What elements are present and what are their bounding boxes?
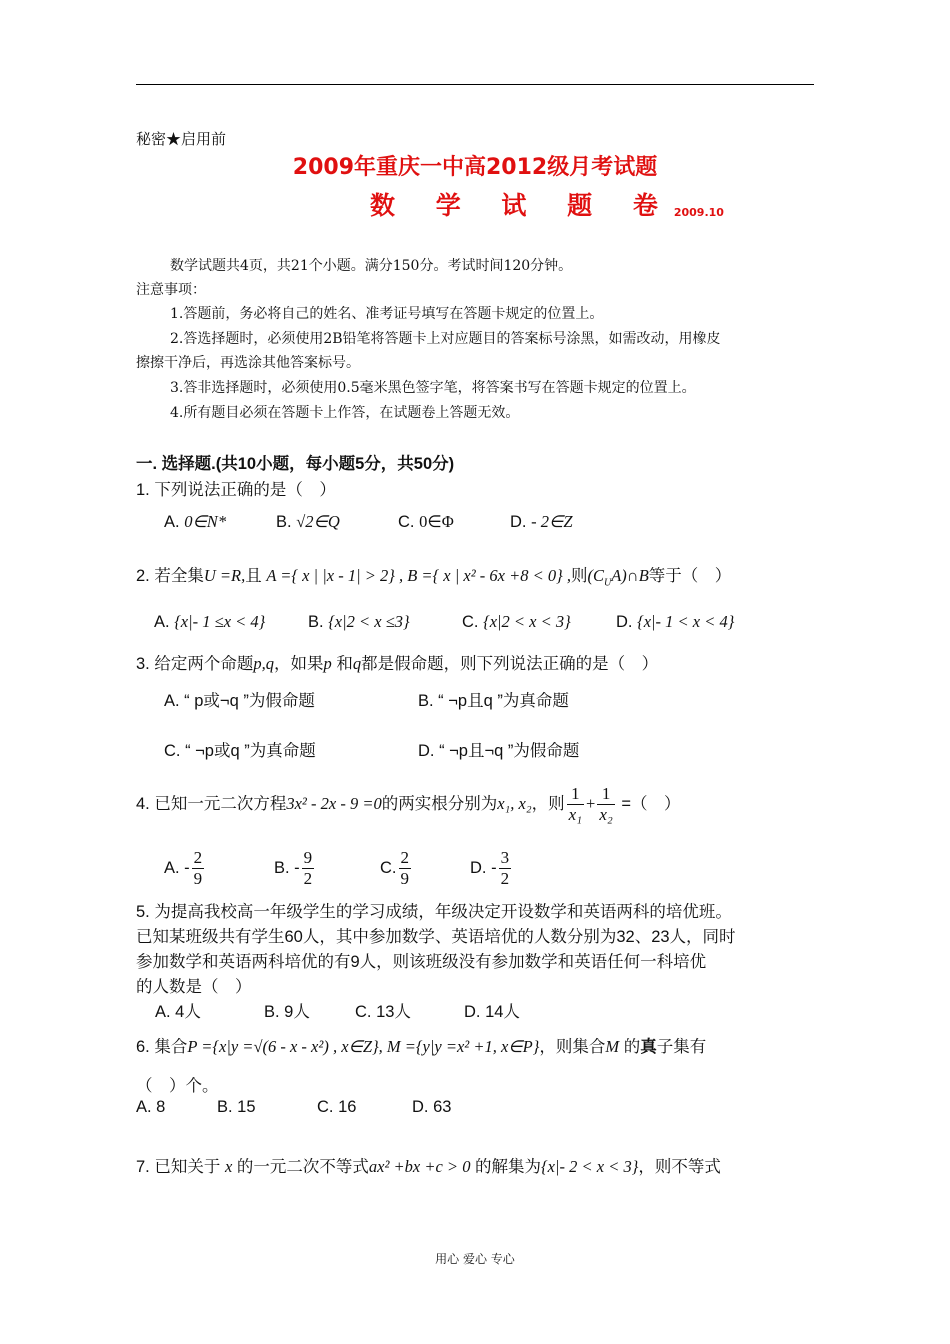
q4-stem-suffix: =（ ） <box>621 794 681 813</box>
q2-d-math: {x|- 1 < x < 4} <box>637 612 735 631</box>
q4-equation: 3x² - 2x - 9 =0 <box>286 793 382 813</box>
note-1: 1.答题前，务必将自己的姓名、准考证号填写在答题卡规定的位置上。 <box>170 306 604 322</box>
q6-option-d: D. 63 <box>412 1098 452 1116</box>
q4-a-den: 9 <box>193 869 203 888</box>
header-rule <box>136 84 814 85</box>
q5-line-4: 的人数是（ ） <box>136 978 252 996</box>
q6-proper: 真 <box>640 1038 657 1056</box>
q4-roots: x₁, x₂ <box>497 793 532 813</box>
note-2b: 擦擦干净后，再选涂其他答案标号。 <box>136 355 360 371</box>
q4-c-label: C. <box>380 858 397 877</box>
q6-line-2: （ ）个。 <box>136 1077 219 1095</box>
q1-option-d <box>510 512 573 532</box>
q3-option-b: B. “ ¬p且q ”为真命题 <box>418 692 569 710</box>
q4-fraction-1 <box>567 784 584 825</box>
subtitle-text: 数 学 试 题 卷 <box>370 191 674 220</box>
q4-f1-den: x₁ <box>568 805 583 824</box>
q5-line-2: 已知某班级共有学生60人，其中参加数学、英语培优的人数分别为32、23人，同时 <box>136 928 736 946</box>
q6-option-c: C. 16 <box>317 1098 357 1116</box>
q3-q: q <box>352 654 362 673</box>
q2-universal-set: U =R, <box>203 566 246 585</box>
q4-b-frac <box>302 848 315 889</box>
q4-plus: + <box>586 793 596 813</box>
q2-intersection: A)∩B <box>611 566 649 585</box>
q1-option-b <box>276 512 340 532</box>
note-4: 4.所有题目必须在答题卡上作答，在试题卷上答题无效。 <box>170 405 520 421</box>
q6-option-b: B. 15 <box>217 1098 256 1116</box>
q7-stem-prefix: 7. 已知关于 <box>136 1158 221 1176</box>
q3-option-d: D. “ ¬p且¬q ”为假命题 <box>418 742 580 760</box>
q3-option-a: A. “ p或¬q ”为假命题 <box>164 692 315 710</box>
q1-stem: 1. 下列说法正确的是（ ） <box>136 481 336 499</box>
exam-subtitle <box>370 186 724 222</box>
q4-f2-den: x₂ <box>599 805 613 824</box>
q7-solution-set: {x|- 2 < x < 3} <box>541 1157 639 1176</box>
q2-stem <box>136 562 731 588</box>
q6-stem <box>136 1033 706 1057</box>
q4-stem-then: ，则 <box>531 794 565 813</box>
q6-stem-prefix: 6. 集合 <box>136 1038 188 1056</box>
q1-a-math: 0∈N* <box>184 512 227 531</box>
q4-fraction-2 <box>597 784 614 825</box>
q1-b-math: √2∈Q <box>296 512 340 531</box>
q2-option-d <box>616 612 734 632</box>
q3-stem <box>136 650 658 674</box>
q6-m: M <box>605 1037 620 1056</box>
intro-summary: 数学试题共4页，共21个小题。满分150分。考试时间120分钟。 <box>170 258 573 274</box>
q4-d-den: 2 <box>500 869 510 888</box>
q1-b-label: B. <box>276 513 292 531</box>
q2-stem-mid1: 且 <box>245 567 262 585</box>
q5-option-c: C. 13人 <box>355 1003 411 1021</box>
q2-option-c <box>462 612 571 632</box>
q4-b-den: 2 <box>303 869 313 888</box>
note-2a: 2.答选择题时，必须使用2B铅笔将答题卡上对应题目的答案标号涂黑，如需改动，用橡皮 <box>170 331 721 347</box>
q7-stem <box>136 1153 721 1177</box>
q2-stem-mid2: 则 <box>570 567 588 585</box>
q6-sets: P ={x|y =√(6 - x - x²) , x∈Z}, M ={y|y =x² +1, x∈P} <box>187 1037 540 1056</box>
q2-option-b <box>308 612 410 632</box>
q1-c-math: 0∈Φ <box>419 512 454 531</box>
notes-heading: 注意事项： <box>136 282 206 298</box>
q2-complement-sub: U <box>603 577 612 589</box>
q4-stem-mid: 的两实根分别为 <box>381 794 498 813</box>
q5-option-d: D. 14人 <box>464 1003 520 1021</box>
q3-pq: p,q <box>253 654 274 673</box>
q7-inequality: ax² +bx +c > 0 <box>368 1157 471 1176</box>
q5-line-1: 5. 为提高我校高一年级学生的学习成绩，年级决定开设数学和英语两科的培优班。 <box>136 903 732 921</box>
q4-stem <box>136 784 681 825</box>
q1-c-label: C. <box>398 513 415 531</box>
q1-option-a <box>164 512 226 532</box>
q3-p: p <box>323 654 332 673</box>
q5-option-b: B. 9人 <box>264 1003 310 1021</box>
q4-b-num: 9 <box>303 848 313 867</box>
q5-line-3: 参加数学和英语两科培优的有9人，则该班级没有参加数学和英语任何一科培优 <box>136 953 707 971</box>
q4-f2-num: 1 <box>597 784 614 805</box>
q4-c-num: 2 <box>400 848 409 867</box>
q3-stem-mid1: ，如果 <box>273 655 324 673</box>
q4-d-label: D. - <box>470 858 497 877</box>
exam-title: 2009年重庆一中高2012级月考试题 <box>292 155 658 180</box>
note-3: 3.答非选择题时，必须使用0.5毫米黑色签字笔，将答案书写在答题卡规定的位置上。 <box>170 380 696 396</box>
q2-b-math: {x|2 < x ≤3} <box>328 612 410 631</box>
q4-d-num: 3 <box>500 848 510 867</box>
q7-stem-mid1: 的一元二次不等式 <box>236 1158 369 1176</box>
page-footer: 用心 爱心 专心 <box>435 1252 515 1266</box>
q4-option-a <box>164 848 206 889</box>
q2-complement: (C <box>587 566 604 585</box>
q2-a-label: A. <box>154 613 170 631</box>
q4-c-den: 9 <box>400 869 409 888</box>
q7-stem-mid2: 的解集为 <box>475 1158 542 1176</box>
q1-option-c <box>398 512 454 532</box>
q2-stem-suffix: 等于（ ） <box>648 567 732 585</box>
exam-date: 2009.10 <box>673 206 724 219</box>
q4-option-d <box>470 848 513 889</box>
q6-stem-mid: ，则集合 <box>539 1038 606 1056</box>
q4-stem-prefix: 4. 已知一元二次方程 <box>136 794 287 813</box>
q4-b-label: B. - <box>274 858 300 877</box>
q3-stem-mid2: 和 <box>336 655 353 673</box>
q2-option-a <box>154 612 265 632</box>
q4-option-b <box>274 848 316 889</box>
q7-x: x <box>224 1157 233 1176</box>
q2-a-math: {x|- 1 ≤x < 4} <box>174 612 266 631</box>
q6-stem-suffix: 子集有 <box>656 1038 707 1056</box>
section-heading: 一. 选择题.(共10小题，每小题5分，共50分) <box>136 455 455 473</box>
q2-d-label: D. <box>616 613 633 631</box>
q4-a-label: A. - <box>164 858 190 877</box>
q7-stem-suffix: ，则不等式 <box>638 1158 721 1176</box>
q2-c-label: C. <box>462 613 479 631</box>
q6-stem-de: 的 <box>623 1038 641 1056</box>
q5-option-a: A. 4人 <box>155 1003 201 1021</box>
q1-a-label: A. <box>164 513 180 531</box>
q3-stem-suffix: 都是假命题，则下列说法正确的是（ ） <box>361 655 659 673</box>
q2-c-math: {x|2 < x < 3} <box>483 612 571 631</box>
q1-d-math: - 2∈Z <box>531 512 573 531</box>
q4-a-num: 2 <box>193 848 203 867</box>
q4-a-frac <box>192 848 205 889</box>
q4-c-frac <box>399 848 412 889</box>
q4-f1-num: 1 <box>567 784 584 805</box>
q3-option-c: C. “ ¬p或q ”为真命题 <box>164 742 316 760</box>
q4-option-c <box>380 848 413 889</box>
secret-label: 秘密★启用前 <box>136 130 227 148</box>
q2-b-label: B. <box>308 613 324 631</box>
q4-d-frac <box>499 848 512 889</box>
q3-stem-prefix: 3. 给定两个命题 <box>136 655 254 673</box>
q6-option-a: A. 8 <box>136 1098 166 1116</box>
q2-stem-prefix: 2. 若全集 <box>136 567 204 585</box>
q1-d-label: D. <box>510 513 527 531</box>
q2-sets-ab: A ={ x | |x - 1| > 2} , B ={ x | x² - 6x +8 < 0} , <box>266 566 571 585</box>
